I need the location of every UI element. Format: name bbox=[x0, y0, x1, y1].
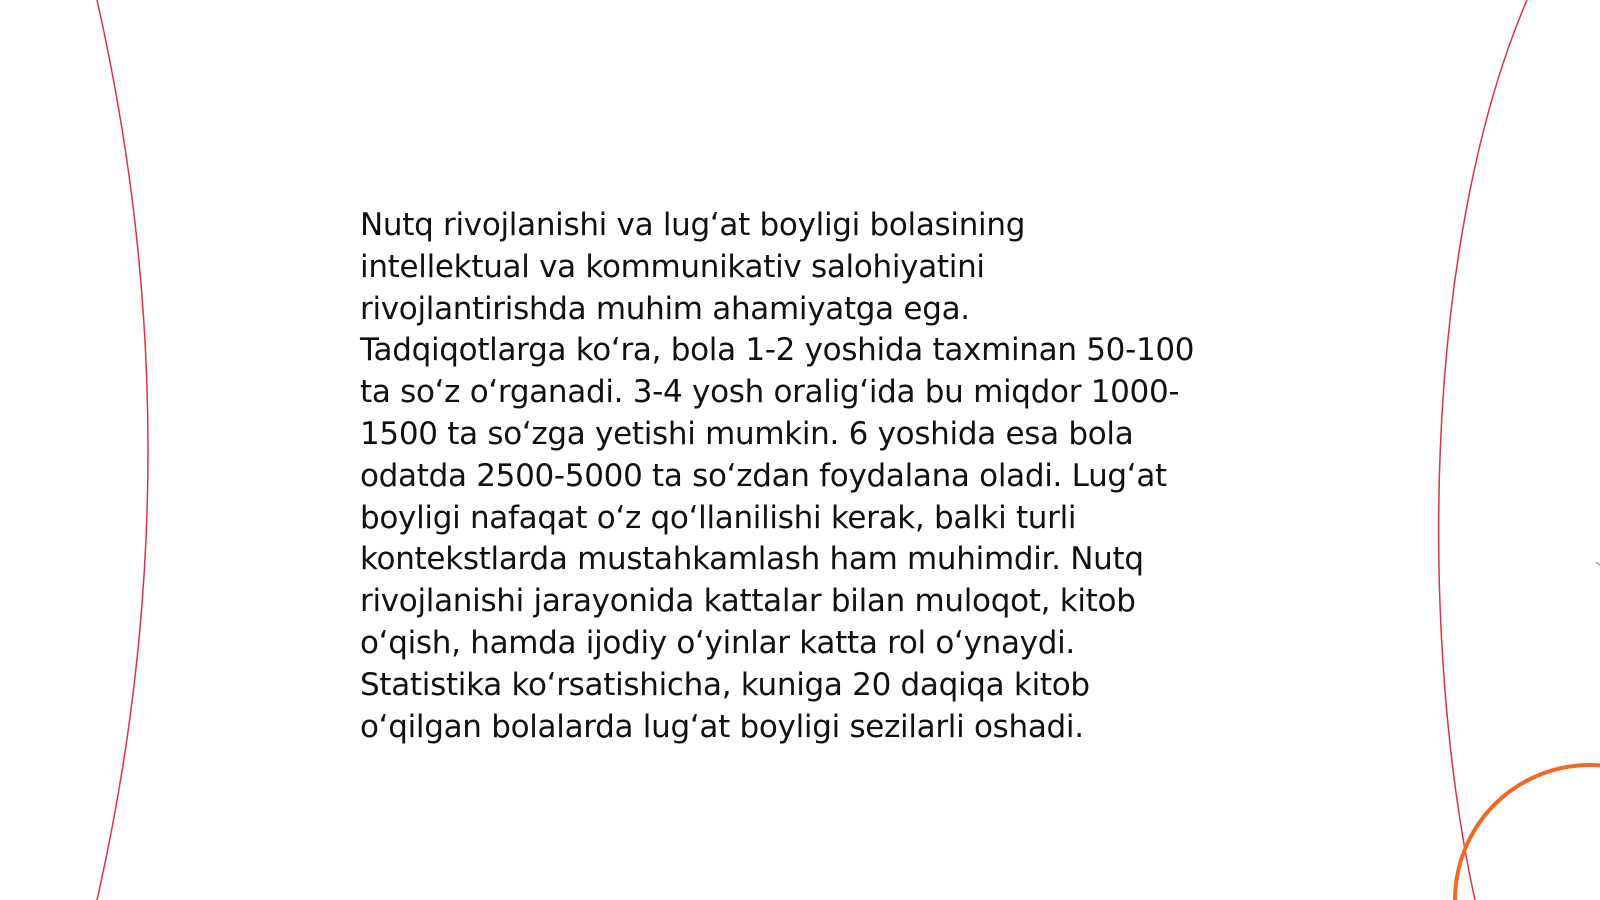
paragraph-line: Tadqiqotlarga ko‘ra, bola 1-2 yoshida taxminan 50-100 bbox=[360, 332, 1195, 369]
paragraph-line: ta so‘z o‘rganadi. 3-4 yosh oralig‘ida bu miqdor 1000- bbox=[360, 374, 1180, 411]
paragraph-line: odatda 2500-5000 ta so‘zdan foydalana oladi. Lug‘at bbox=[360, 457, 1167, 494]
paragraph-line: Statistika ko‘rsatishicha, kuniga 20 daqiqa kitob bbox=[360, 666, 1090, 703]
paragraph-line: Nutq rivojlanishi va lug‘at boyligi bolasining bbox=[360, 207, 1026, 243]
paragraph-line: 1500 ta so‘zga yetishi mumkin. 6 yoshida esa bola bbox=[360, 415, 1134, 452]
paragraph-line: o‘qilgan bolalarda lug‘at boyligi sezilarli oshadi. bbox=[360, 708, 1084, 745]
paragraph-line: rivojlanishi jarayonida kattalar bilan muloqot, kitob bbox=[360, 583, 1136, 620]
right-edge-tick-mark bbox=[1596, 562, 1600, 565]
paragraph-line: o‘qish, hamda ijodiy o‘yinlar katta rol o‘ynaydi. bbox=[360, 624, 1075, 661]
body-paragraph bbox=[360, 205, 1260, 748]
paragraph-line: kontekstlarda mustahkamlash ham muhimdir. Nutq bbox=[360, 541, 1144, 578]
left-curve-line bbox=[97, 0, 148, 900]
paragraph-line: intellektual va kommunikativ salohiyatini bbox=[360, 248, 985, 285]
right-curve-line bbox=[1439, 0, 1527, 900]
paragraph-line: rivojlantirishda muhim ahamiyatga ega. bbox=[360, 290, 970, 327]
paragraph-line: boyligi nafaqat o‘z qo‘llanilishi kerak, balki turli bbox=[360, 499, 1077, 536]
orange-circle-arc bbox=[1455, 765, 1600, 900]
